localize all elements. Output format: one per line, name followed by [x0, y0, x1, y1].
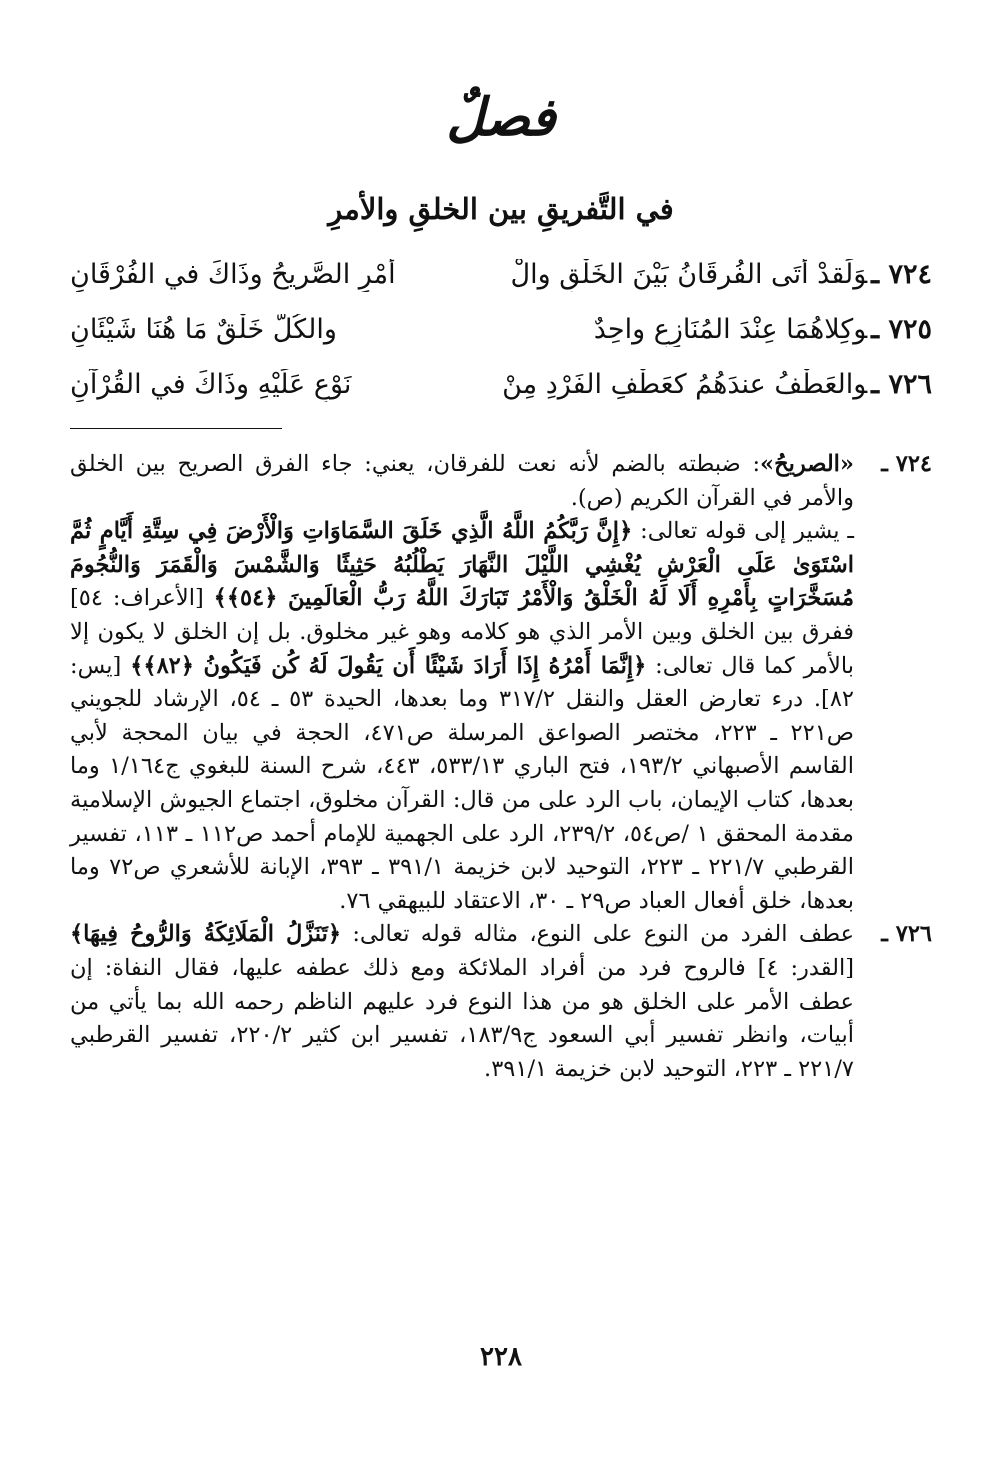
book-page: [70, 0, 932, 1464]
footnote-text: : ضبطته بالضم لأنه نعت للفرقان، يعني: جاء الفرق الصريح بين الخلق والأمر في القرآن الكريم (ص).: [70, 451, 854, 511]
verse-724: [70, 248, 932, 303]
footnote-text: [يس: ٨٢]. درء تعارض العقل والنقل ٣١٧/٢ وما بعدها، الحيدة ٥٣ ـ ٥٤، الإرشاد للجويني ص٢٢١ ـ ٢٢٣، مختصر الصواعق المرسلة ص٤٧١، الحجة في بيان المحجة لأبي القاسم الأصبهاني ١٩٣/٢، فتح الباري ٥٣٣/١٣، ٤٤٣، شرح السنة للبغوي ج١/١٦٤ وما بعدها، كتاب الإيمان، باب الرد على من قال: القرآن مخلوق، اجتماع الجيوش الإسلامية مقدمة المحقق ١ /ص٥٤، ٢٣٩/٢، الرد على الجهمية للإمام أحمد ص١١٢ ـ ١١٣، تفسير القرطبي ٢٢١/٧ ـ ٢٢٣، التوحيد لابن خزيمة ٣٩١/١ ـ ٣٩٣، الإبانة للأشعري ص٧٢ وما بعدها، خلق أفعال العباد ص٢٩ ـ ٣٠، الاعتقاد للبيهقي ٧٦.: [70, 652, 855, 914]
quran-quote: ﴿إِنَّمَا أَمْرُهُ إِذَا أَرَادَ شَيْئًا أَن يَقُولَ لَهُ كُن فَيَكُونُ ﴿٨٢﴾﴾: [130, 652, 647, 679]
verse-text: والعَطْفُ عندَهُمُ كعَطْفِ الفَرْدِ مِنْ: [502, 369, 868, 401]
poem-verses: [70, 248, 932, 413]
footnote-text: ـ يشير إلى قوله تعالى:: [632, 518, 854, 545]
chapter-heading: فصلٌ: [446, 87, 556, 148]
verse-726: [70, 358, 932, 413]
verse-text: وَلَقدْ أَتَى الفُرقَانُ بَيْنَ الخَلْقِ والْ: [510, 259, 868, 291]
footnote-724: [70, 448, 932, 918]
footnote-text: [الأعراف: ٥٤] ففرق بين الخلق وبين الأمر الذي هو كلامه وهو غير مخلوق. بل إن الخلق لا يكون إلا بالأمر كما قال تعالى:: [70, 585, 854, 679]
footnote-keyword: «الصريحُ»: [760, 451, 854, 477]
footnote-726: [70, 918, 932, 1086]
footnote-number: ٧٢٤ ـ: [881, 451, 932, 477]
footnote-paragraph: [70, 918, 854, 1086]
footnote-paragraph: [70, 515, 854, 918]
verse-text: وكِلاهُمَا عِنْدَ المُنَازِعِ واحِدٌ: [593, 314, 868, 346]
verse-first-hemistich: [502, 259, 932, 291]
footnote-divider: [70, 428, 282, 429]
chapter-subheading: في التَّفريقِ بين الخلقِ والأمرِ: [328, 192, 674, 226]
verse-second-hemistich: أَمْرِ الصَّريحُ وذَاكَ في الفُرْقَانِ: [70, 259, 396, 291]
verse-first-hemistich: [502, 369, 932, 401]
verse-number: ٧٢٥ ـ: [871, 314, 932, 346]
verse-number: ٧٢٦ ـ: [871, 369, 932, 401]
quran-quote: ﴿تَنَزَّلُ الْمَلَائِكَةُ وَالرُّوحُ فِيهَا﴾: [70, 921, 342, 948]
verse-number: ٧٢٤ ـ: [871, 259, 932, 291]
verse-first-hemistich: [502, 314, 932, 346]
page-number: ٢٢٨: [480, 1342, 522, 1372]
footnote-number: ٧٢٦ ـ: [881, 921, 932, 948]
footnote-text: [القدر: ٤] فالروح فرد من أفراد الملائكة ومع ذلك عطفه عليها، فقال النفاة: إن عطف الأمر على الخلق هو من هذا النوع فرد عليهم الناظم رحمه الله بما يأتي من أبيات، وانظر تفسير أبي السعود ج١٨٣/٩، تفسير ابن كثير ٢٢٠/٢، تفسير القرطبي ٢٢١/٧ ـ ٢٢٣، التوحيد لابن خزيمة ٣٩١/١.: [70, 954, 854, 1082]
footnotes: [70, 448, 932, 1086]
quran-quote: ﴿إِنَّ رَبَّكُمُ اللَّهُ الَّذِي خَلَقَ السَّمَاوَاتِ وَالْأَرْضَ فِي سِتَّةِ أَيَّامٍ ثُمَّ اسْتَوَىٰ عَلَى الْعَرْشِ يُغْشِي اللَّيْلَ النَّهَارَ يَطْلُبُهُ حَثِيثًا وَالشَّمْسَ وَالْقَمَرَ وَالنُّجُومَ مُسَخَّرَاتٍ بِأَمْرِهِ أَلَا لَهُ الْخَلْقُ وَالْأَمْرُ تَبَارَكَ اللَّهُ رَبُّ الْعَالَمِينَ ﴿٥٤﴾﴾: [70, 518, 854, 612]
verse-second-hemistich: والكُلُّ خَلْقٌ مَا هُنَا شَيْئَانِ: [70, 314, 337, 346]
verse-725: [70, 303, 932, 358]
footnote-body: [70, 918, 854, 1086]
footnote-body: [70, 448, 854, 918]
footnote-paragraph: [70, 448, 854, 515]
footnote-text: عطف الفرد من النوع على النوع، مثاله قوله تعالى:: [341, 921, 854, 948]
verse-second-hemistich: نَوْعٍ عَلَيْهِ وذَاكَ في القُرْآنِ: [70, 369, 352, 401]
